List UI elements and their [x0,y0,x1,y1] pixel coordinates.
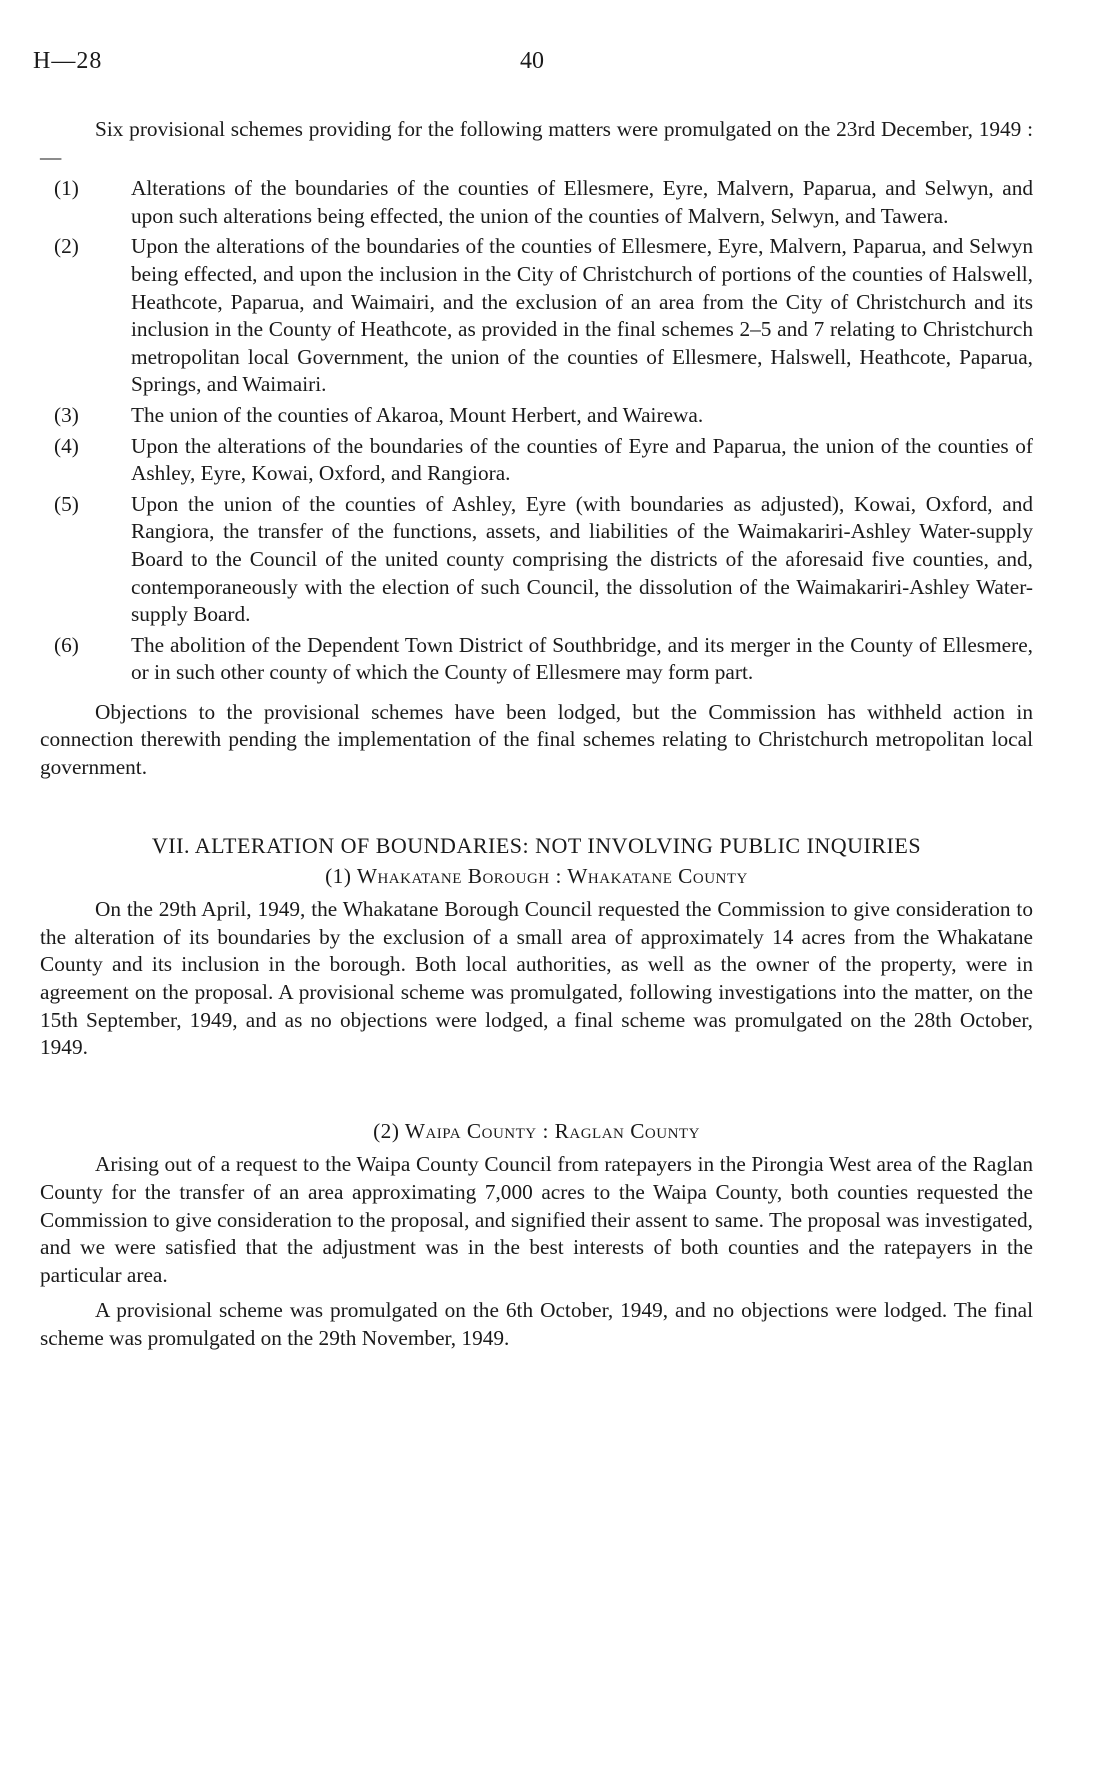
list-item-number: (5) [54,491,79,516]
objections-paragraph: Objections to the provisional schemes have been lodged, but the Commission has withheld action in connection therewith pending the implementation of the final schemes relating to Christchurch metropolitan local government. [40,699,1033,780]
list-item-text: Upon the alterations of the boundaries of the counties of Eyre and Paparua, the union of the counties of Ashley, Eyre, Kowai, Oxford, and Rangiora. [131,433,1033,486]
document-reference: H—28 [33,48,103,74]
intro-paragraph: Six provisional schemes providing for the following matters were promulgated on the 23rd December, 1949 :— [40,117,1033,169]
section-heading: VII. ALTERATION OF BOUNDARIES: NOT INVOLVING PUBLIC INQUIRIES [151,832,922,858]
list-item-number: (3) [54,402,79,427]
list-item [40,175,1033,230]
list-item [40,632,1033,687]
list-item-text: Upon the union of the counties of Ashley, Eyre (with boundaries as adjusted), Kowai, Oxford, and Rangiora, the transfer of the functions, assets, and liabilities of the Waimakariri-Ashley Water-supply Board to the Council of the united county comprising the districts of the aforesaid five counties, and, contemporaneously with the election of such Council, the dissolution of the Waimakariri-Ashley Water-supply Board. [131,491,1033,627]
list-item-number: (1) [54,176,79,201]
list-item-text: Alterations of the boundaries of the counties of Ellesmere, Eyre, Malvern, Paparua, and Selwyn, and upon such alterations being effected, the union of the counties of Malvern, Selwyn, and Tawera. [131,176,1033,228]
whakatane-paragraph: On the 29th April, 1949, the Whakatane Borough Council requested the Commission to give consideration to the alteration of its boundaries by the exclusion of a small area of approximately 14 acres from the Whakatane County and its inclusion in the borough. Both local authorities, as well as the owner of the property, were in agreement on the proposal. A provisional scheme was promulgated, following investigations into the matter, on the 15th September, 1949, and as no objections were lodged, a final scheme was promulgated on the 28th October, 1949. [40,897,1033,1060]
page-number: 40 [520,48,544,74]
list-item [40,402,1033,430]
waipa-paragraph-1: Arising out of a request to the Waipa County Council from ratepayers in the Pirongia West area of the Raglan County for the transfer of an area approximating 7,000 acres to the Waipa County, both counties requested the Commission to give consideration to the proposal, and signified their assent to same. The proposal was investigated, and we were satisfied that the adjustment was in the best interests of both counties and the ratepayers in the particular area. [40,1152,1033,1287]
list-item-text: The union of the counties of Akaroa, Mount Herbert, and Wairewa. [131,402,704,427]
list-item-number: (4) [54,433,79,458]
subsection-heading-waipa: (2) Waipa County : Raglan County [373,1118,700,1143]
page-content [40,116,1033,1353]
list-item-text: Upon the alterations of the boundaries of the counties of Ellesmere, Eyre, Malvern, Paparua, and Selwyn being effected, and upon the inclusion in the City of Christchurch of portions of the counties of Halswell, Heathcote, Paparua, and Waimairi, and the exclusion of an area from the City of Christchurch and its inclusion in the County of Heathcote, as provided in the final schemes 2–5 and 7 relating to Christchurch metropolitan local Government, the union of the counties of Ellesmere, Halswell, Heathcote, Paparua, Springs, and Waimairi. [131,234,1033,397]
list-item-number: (2) [54,234,79,259]
list-item [40,233,1033,399]
list-item-text: The abolition of the Dependent Town District of Southbridge, and its merger in the County of Ellesmere, or in such other county of which the County of Ellesmere may form part. [131,632,1033,685]
waipa-paragraph-2: A provisional scheme was promulgated on the 6th October, 1949, and no objections were lodged. The final scheme was promulgated on the 29th November, 1949. [40,1298,1033,1350]
schemes-list [40,175,1033,687]
list-item-number: (6) [54,632,79,657]
list-item [40,433,1033,488]
subsection-heading-whakatane: (1) Whakatane Borough : Whakatane County [325,863,748,888]
list-item [40,491,1033,629]
